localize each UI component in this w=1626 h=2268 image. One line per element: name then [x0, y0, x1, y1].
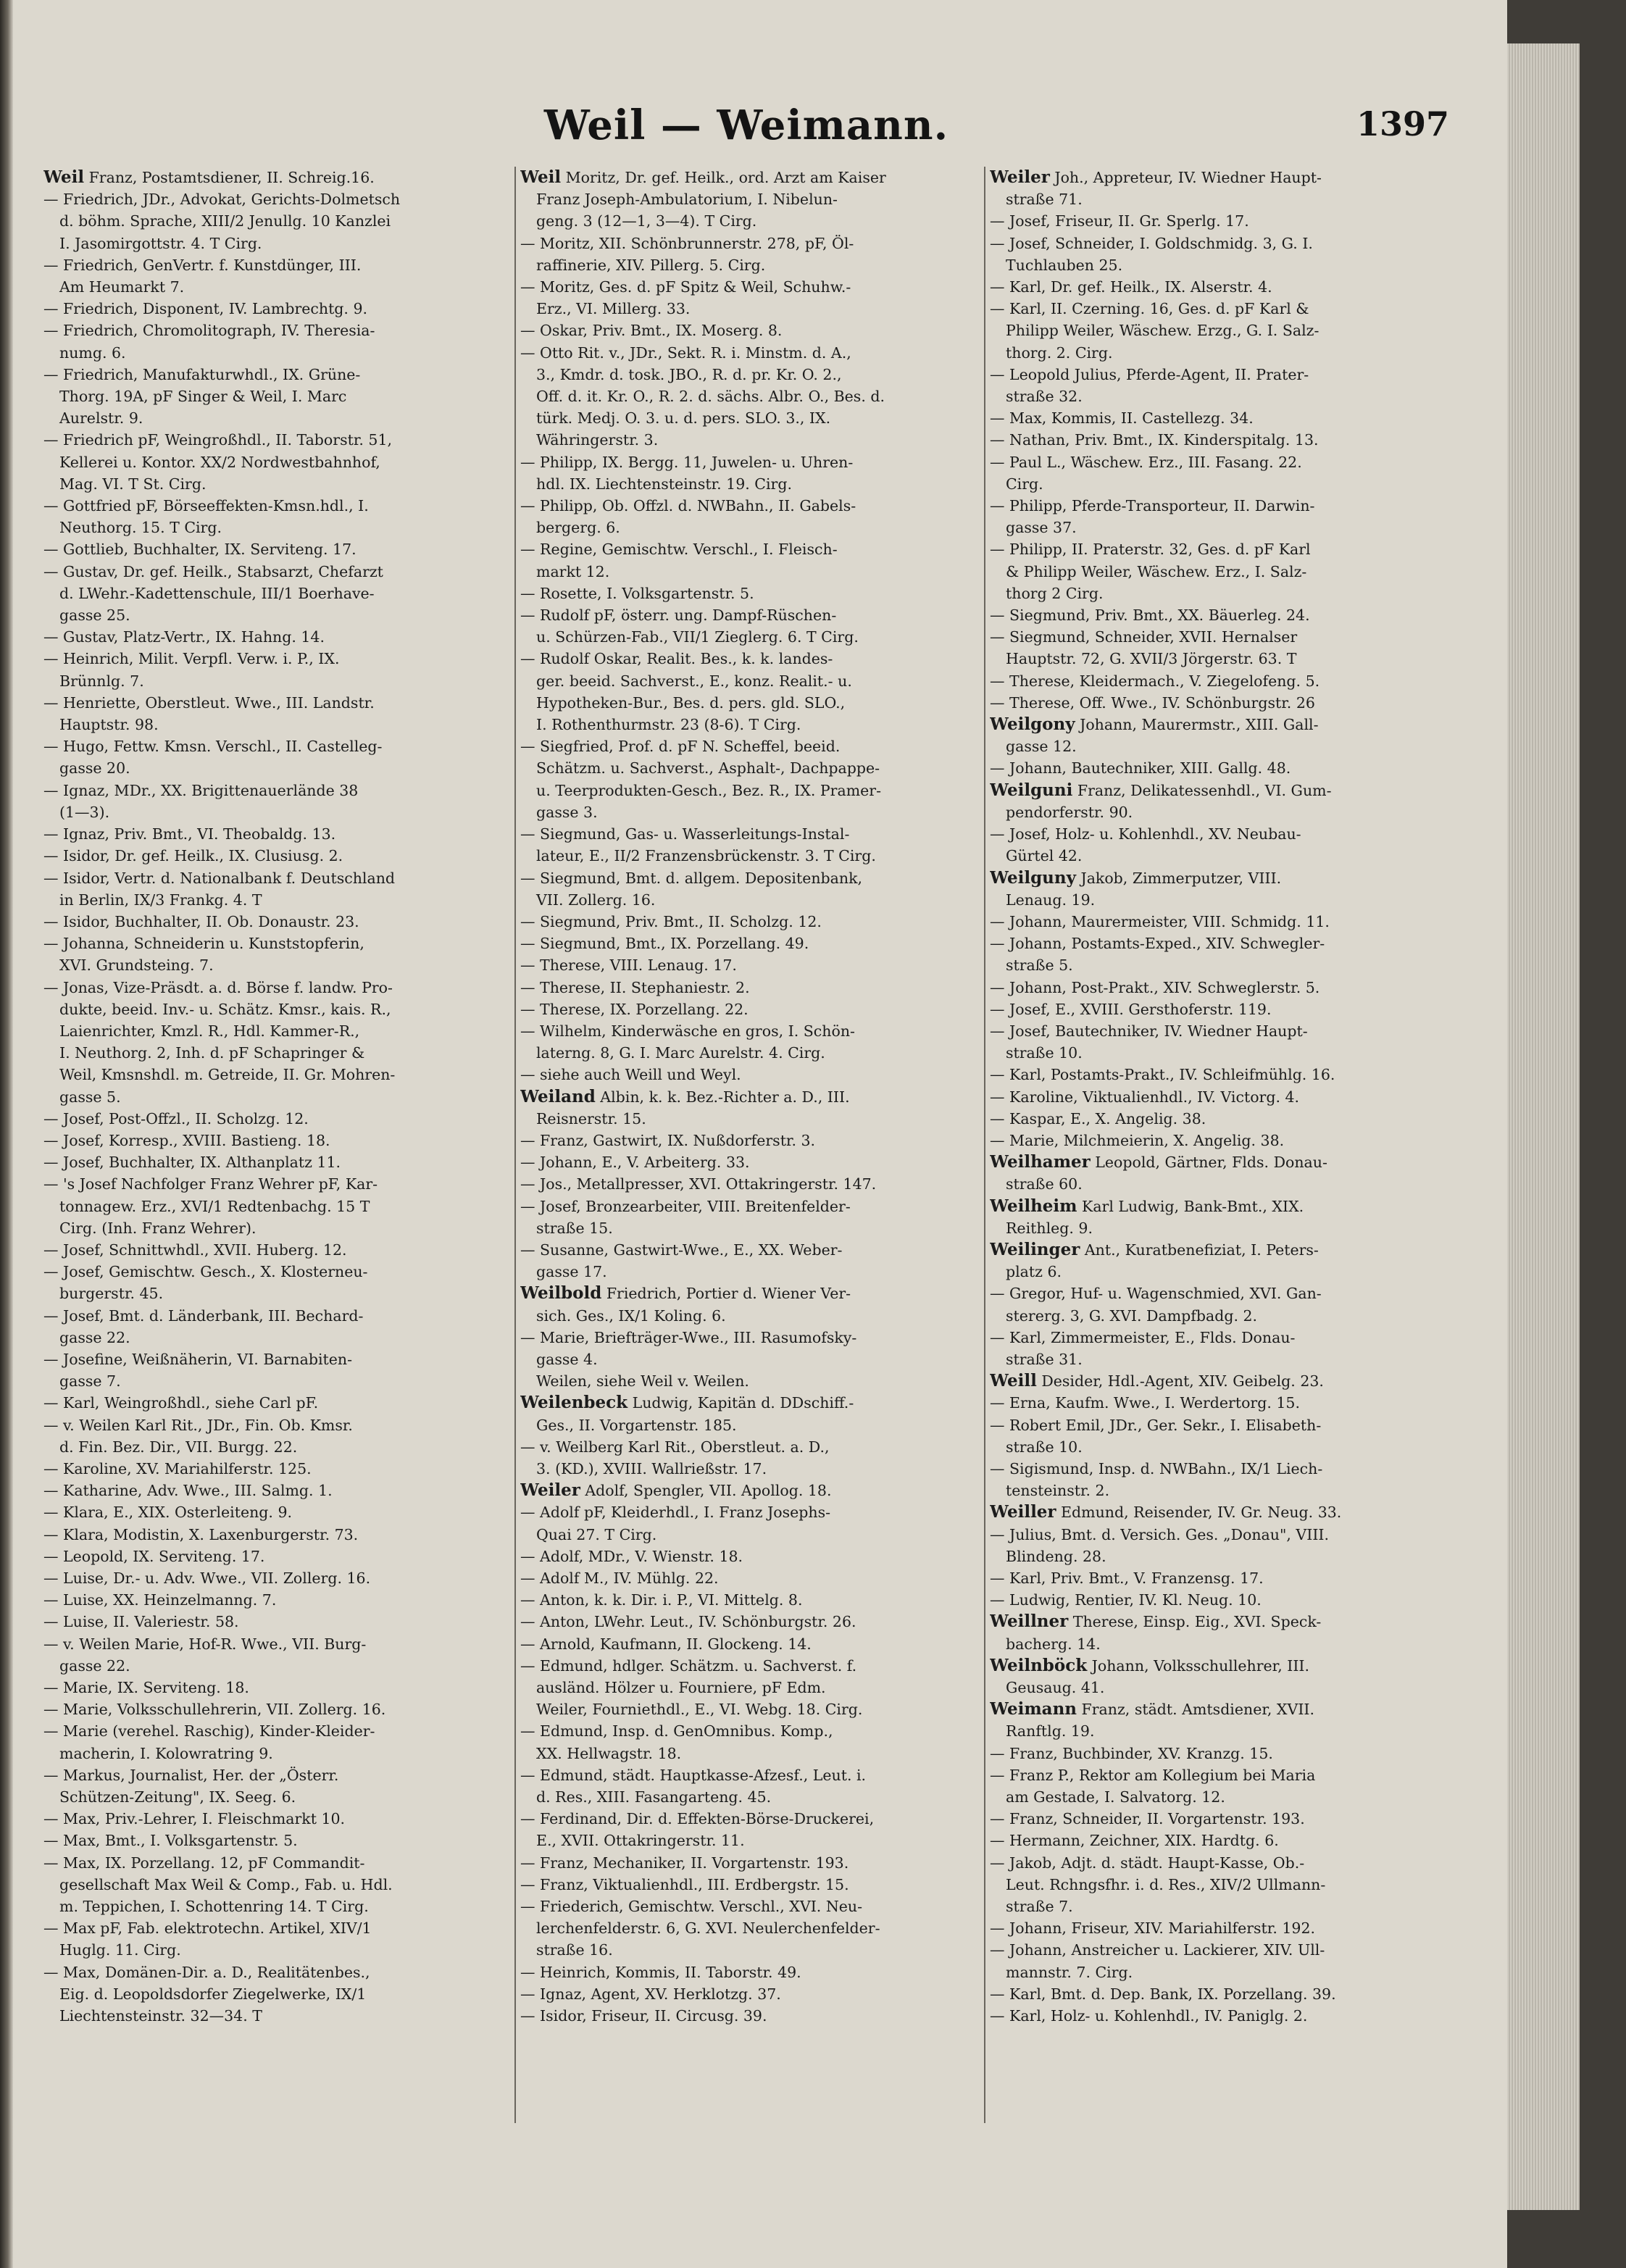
directory-line: Tuchlauben 25. — [1006, 256, 1123, 274]
directory-line: — Max pF, Fab. elektrotechn. Artikel, XIV/1 — [43, 1919, 372, 1938]
directory-line: — Philipp, II. Praterstr. 32, Ges. d. pF Karl — [990, 541, 1311, 559]
directory-line: — Therese, IX. Porzellang. 22. — [520, 1000, 749, 1018]
directory-line: Mag. VI. T St. Cirg. — [59, 475, 207, 493]
directory-line: straße 5. — [1006, 956, 1073, 975]
directory-line: straße 71. — [1006, 191, 1083, 209]
directory-line: — Ferdinand, Dir. d. Effekten-Börse-Druckerei, — [520, 1810, 875, 1828]
directory-line: — Franz, Gastwirt, IX. Nußdorferstr. 3. — [520, 1131, 816, 1149]
directory-line: Weiller Edmund, Reisender, IV. Gr. Neug. 33. — [990, 1502, 1342, 1522]
directory-line: Brünnlg. 7. — [59, 672, 144, 690]
directory-line: — Marie (verehel. Raschig), Kinder-Kleider- — [43, 1722, 375, 1740]
directory-line: laterng. 8, G. I. Marc Aurelstr. 4. Cirg. — [536, 1044, 825, 1062]
directory-line: Schützen-Zeitung", IX. Seeg. 6. — [59, 1788, 296, 1806]
headword: Weilinger — [990, 1239, 1080, 1259]
directory-line: — Siegmund, Bmt., IX. Porzellang. 49. — [520, 935, 809, 953]
directory-line: — Isidor, Buchhalter, II. Ob. Donaustr. 23. — [43, 912, 359, 930]
directory-line: — Johann, Postamts-Exped., XIV. Schwegler- — [990, 935, 1325, 953]
directory-line: tonnagew. Erz., XVI/1 Redtenbachg. 15 T — [59, 1197, 370, 1215]
directory-line: — Josef, Buchhalter, IX. Althanplatz 11. — [43, 1154, 341, 1172]
directory-line: — Hermann, Zeichner, XIX. Hardtg. 6. — [990, 1832, 1279, 1850]
directory-line: — Luise, Dr.- u. Adv. Wwe., VII. Zollerg. 16. — [43, 1569, 371, 1587]
directory-line: — Jonas, Vize-Präsdt. a. d. Börse f. landw. Pro- — [43, 978, 393, 996]
directory-line: — Friedrich, Manufakturwhdl., IX. Grüne- — [43, 365, 361, 383]
headword: Weimann — [990, 1699, 1077, 1719]
directory-line: XVI. Grundsteing. 7. — [59, 956, 214, 975]
directory-line: markt 12. — [536, 562, 610, 580]
directory-line: — Franz, Mechaniker, II. Vorgartenstr. 193. — [520, 1854, 849, 1872]
directory-line: Weil, Kmsnshdl. m. Getreide, II. Gr. Mohren- — [59, 1066, 396, 1084]
directory-line: am Gestade, I. Salvatorg. 12. — [1006, 1788, 1225, 1806]
directory-line: — Isidor, Vertr. d. Nationalbank f. Deutschland — [43, 869, 396, 887]
directory-line: E., XVII. Ottakringerstr. 11. — [536, 1832, 745, 1850]
directory-line: — Oskar, Priv. Bmt., IX. Moserg. 8. — [520, 322, 783, 340]
directory-line: — Klara, E., XIX. Osterleiteng. 9. — [43, 1504, 293, 1522]
directory-line: — Josefine, Weißnäherin, VI. Barnabiten- — [43, 1350, 353, 1368]
directory-line: — Moritz, XII. Schönbrunnerstr. 278, pF, Öl- — [520, 234, 854, 252]
directory-line: Cirg. — [1006, 475, 1043, 493]
directory-line: mannstr. 7. Cirg. — [1006, 1963, 1133, 1981]
directory-line: — Josef, Holz- u. Kohlenhdl., XV. Neubau- — [990, 825, 1301, 843]
directory-line: — Adolf M., IV. Mühlg. 22. — [520, 1569, 719, 1587]
directory-line: macherin, I. Kolowratring 9. — [59, 1744, 273, 1762]
directory-line: (1—3). — [59, 803, 110, 821]
headword: Weilguni — [990, 780, 1073, 800]
directory-line: — Gregor, Huf- u. Wagenschmied, XVI. Gan- — [990, 1285, 1322, 1303]
headword: Weilhamer — [990, 1152, 1091, 1172]
directory-line: — Therese, Kleidermach., V. Ziegelofeng. 5. — [990, 672, 1320, 690]
directory-line: — Karl, Zimmermeister, E., Flds. Donau- — [990, 1328, 1296, 1346]
directory-line: — Nathan, Priv. Bmt., IX. Kinderspitalg. 13. — [990, 431, 1319, 449]
directory-line: thorg 2 Cirg. — [1006, 584, 1104, 602]
directory-line: in Berlin, IX/3 Frankg. 4. T — [59, 891, 262, 909]
directory-line: — Karoline, Viktualienhdl., IV. Victorg. 4. — [990, 1088, 1300, 1106]
directory-line: Quai 27. T Cirg. — [536, 1525, 657, 1543]
page-header — [43, 101, 1449, 159]
directory-line: hdl. IX. Liechtensteinstr. 19. Cirg. — [536, 475, 792, 493]
directory-line: gasse 7. — [59, 1372, 121, 1391]
directory-line: — Karl, Priv. Bmt., V. Franzensg. 17. — [990, 1569, 1264, 1587]
directory-line: straße 7. — [1006, 1898, 1073, 1916]
directory-line: Lenaug. 19. — [1006, 891, 1096, 909]
directory-line: Off. d. it. Kr. O., R. 2. d. sächs. Albr. O., Bes. d. — [536, 388, 885, 406]
directory-line: — Paul L., Wäschew. Erz., III. Fasang. 22. — [990, 453, 1302, 471]
directory-line: — Anton, LWehr. Leut., IV. Schönburgstr. 26. — [520, 1613, 856, 1631]
headword: Weiler — [520, 1480, 580, 1501]
directory-line: — Marie, Briefträger-Wwe., III. Rasumofsky- — [520, 1328, 857, 1346]
directory-line: geng. 3 (12—1, 3—4). T Cirg. — [536, 212, 757, 230]
directory-line: Währingerstr. 3. — [536, 431, 659, 449]
directory-line: gasse 20. — [59, 759, 130, 777]
directory-line: — Karl, Weingroßhdl., siehe Carl pF. — [43, 1394, 319, 1412]
directory-line: — Karl, Holz- u. Kohlenhdl., IV. Paniglg. 2. — [990, 2007, 1308, 2025]
directory-line: — Gottfried pF, Börseeffekten-Kmsn.hdl., I. — [43, 497, 369, 515]
directory-line: I. Rothenthurmstr. 23 (8-6). T Cirg. — [536, 716, 801, 734]
directory-line: — Franz, Viktualienhdl., III. Erdbergstr. 15. — [520, 1875, 849, 1893]
directory-line: — Adolf, MDr., V. Wienstr. 18. — [520, 1547, 743, 1565]
directory-line: — Therese, VIII. Lenaug. 17. — [520, 956, 737, 975]
headword: Weillner — [990, 1612, 1069, 1632]
directory-line: — Gottlieb, Buchhalter, IX. Serviteng. 17. — [43, 541, 357, 559]
directory-line: — Josef, Friseur, II. Gr. Sperlg. 17. — [990, 212, 1249, 230]
directory-line: — Therese, Off. Wwe., IV. Schönburgstr. 26 — [990, 693, 1315, 712]
directory-line: — v. Weilen Marie, Hof-R. Wwe., VII. Burg- — [43, 1635, 367, 1653]
directory-line: — Johanna, Schneiderin u. Kunststopferin, — [43, 935, 364, 953]
directory-line: — Franz, Buchbinder, XV. Kranzg. 15. — [990, 1744, 1273, 1762]
directory-line: Schätzm. u. Sachverst., Asphalt-, Dachpappe- — [536, 759, 880, 777]
directory-line: — Katharine, Adv. Wwe., III. Salmg. 1. — [43, 1482, 333, 1500]
page-number: 1397 — [1356, 104, 1449, 143]
directory-line: — Arnold, Kaufmann, II. Glockeng. 14. — [520, 1635, 812, 1653]
directory-line: — Josef, Post-Offzl., II. Scholzg. 12. — [43, 1109, 309, 1127]
directory-line: — Friedrich, Chromolitograph, IV. Theresia- — [43, 322, 375, 340]
directory-line: — Ignaz, Priv. Bmt., VI. Theobaldg. 13. — [43, 825, 336, 843]
column-middle — [520, 167, 984, 2027]
directory-line: Am Heumarkt 7. — [59, 278, 185, 296]
directory-line: — Siegmund, Priv. Bmt., XX. Bäuerleg. 24. — [990, 606, 1310, 625]
directory-line: straße 60. — [1006, 1175, 1083, 1193]
directory-line: Weilgony Johann, Maurermstr., XIII. Gall- — [990, 714, 1319, 735]
directory-line: — Hugo, Fettw. Kmsn. Verschl., II. Castelleg- — [43, 738, 383, 756]
directory-line: — Anton, k. k. Dir. i. P., VI. Mittelg. 8. — [520, 1591, 803, 1609]
directory-line: Eig. d. Leopoldsdorfer Ziegelwerke, IX/1 — [59, 1985, 367, 2003]
directory-line: Weilheim Karl Ludwig, Bank-Bmt., XIX. — [990, 1196, 1304, 1216]
directory-line: — Edmund, städt. Hauptkasse-Afzesf., Leut. i. — [520, 1766, 867, 1784]
directory-line: Weilguny Jakob, Zimmerputzer, VIII. — [990, 867, 1282, 888]
directory-line: — Luise, II. Valeriestr. 58. — [43, 1613, 239, 1631]
directory-line: — Josef, Bmt. d. Länderbank, III. Bechard- — [43, 1306, 364, 1325]
directory-line: — Josef, E., XVIII. Gersthoferstr. 119. — [990, 1000, 1272, 1018]
directory-line: Weil Moritz, Dr. gef. Heilk., ord. Arzt am Kaiser — [520, 167, 886, 187]
directory-line: — Josef, Bronzearbeiter, VIII. Breitenfelder- — [520, 1197, 851, 1215]
column-divider — [984, 167, 985, 2123]
directory-line: — Karoline, XV. Mariahilferstr. 125. — [43, 1459, 312, 1477]
directory-line: bergerg. 6. — [536, 519, 620, 537]
directory-line: — Philipp, Pferde-Transporteur, II. Darwin- — [990, 497, 1315, 515]
running-title: Weil — Weimann. — [543, 101, 949, 149]
directory-line: Weilenbeck Ludwig, Kapitän d. DDschiff.- — [520, 1393, 854, 1413]
directory-line: Leut. Rchngsfhr. i. d. Res., XIV/2 Ullmann- — [1006, 1875, 1326, 1893]
directory-line: burgerstr. 45. — [59, 1285, 164, 1303]
directory-line: sich. Ges., IX/1 Koling. 6. — [536, 1306, 726, 1325]
directory-line: — Klara, Modistin, X. Laxenburgerstr. 73. — [43, 1525, 359, 1543]
directory-line: gasse 25. — [59, 606, 130, 625]
directory-line: m. Teppichen, I. Schottenring 14. T Cirg. — [59, 1898, 369, 1916]
directory-line: — Johann, Post-Prakt., XIV. Schweglerstr. 5. — [990, 978, 1320, 996]
directory-line: ger. beeid. Sachverst., E., konz. Realit.- u. — [536, 672, 852, 690]
directory-line: Aurelstr. 9. — [59, 409, 143, 428]
directory-line: Franz Joseph-Ambulatorium, I. Nibelun- — [536, 191, 838, 209]
directory-line: Geusaug. 41. — [1006, 1679, 1105, 1697]
directory-line: — Marie, Volksschullehrerin, VII. Zollerg. 16. — [43, 1701, 386, 1719]
directory-line: Laienrichter, Kmzl. R., Hdl. Kammer-R., — [59, 1022, 360, 1040]
directory-line: — Regine, Gemischtw. Verschl., I. Fleisch- — [520, 541, 838, 559]
directory-line: — Johann, E., V. Arbeiterg. 33. — [520, 1154, 750, 1172]
directory-line: Weilen, siehe Weil v. Weilen. — [536, 1372, 749, 1391]
directory-line: Ranftlg. 19. — [1006, 1722, 1095, 1740]
directory-line: Philipp Weiler, Wäschew. Erzg., G. I. Salz- — [1006, 322, 1319, 340]
directory-line: d. Fin. Bez. Dir., VII. Burgg. 22. — [59, 1438, 298, 1456]
directory-line: VII. Zollerg. 16. — [536, 891, 656, 909]
directory-line: türk. Medj. O. 3. u. d. pers. SLO. 3., IX. — [536, 409, 831, 428]
headword: Weilenbeck — [520, 1393, 628, 1413]
directory-line: — Rosette, I. Volksgartenstr. 5. — [520, 584, 754, 602]
directory-line: 3. (KD.), XVIII. Wallrießstr. 17. — [536, 1459, 767, 1477]
directory-line: — Franz P., Rektor am Kollegium bei Maria — [990, 1766, 1316, 1784]
directory-line: Blindeng. 28. — [1006, 1547, 1106, 1565]
directory-line: lerchenfelderstr. 6, G. XVI. Neulerchenfelder- — [536, 1919, 880, 1938]
directory-line: bacherg. 14. — [1006, 1635, 1101, 1653]
directory-line: ausländ. Hölzer u. Fourniere, pF Edm. — [536, 1679, 826, 1697]
headword: Weilbold — [520, 1283, 602, 1304]
column-divider — [514, 167, 516, 2123]
directory-line: — Siegmund, Bmt. d. allgem. Depositenbank, — [520, 869, 863, 887]
directory-line: — Friedrich pF, Weingroßhdl., II. Taborstr. 51, — [43, 431, 393, 449]
directory-line: — Luise, XX. Heinzelmanng. 7. — [43, 1591, 277, 1609]
directory-line: Weilhamer Leopold, Gärtner, Flds. Donau- — [990, 1152, 1327, 1172]
directory-line: — Isidor, Dr. gef. Heilk., IX. Clusiusg. 2. — [43, 847, 343, 865]
directory-line: — Rudolf Oskar, Realit. Bes., k. k. landes- — [520, 650, 833, 668]
directory-line: u. Schürzen-Fab., VII/1 Zieglerg. 6. T Cirg. — [536, 628, 859, 646]
headword: Weiland — [520, 1086, 596, 1106]
headword: Weil — [43, 167, 85, 187]
directory-line: — Josef, Schneider, I. Goldschmidg. 3, G. I. — [990, 234, 1313, 252]
directory-line: — Josef, Bautechniker, IV. Wiedner Haupt- — [990, 1022, 1308, 1040]
directory-line: — siehe auch Weill und Weyl. — [520, 1066, 741, 1084]
directory-line: — Gustav, Dr. gef. Heilk., Stabsarzt, Chefarzt — [43, 562, 383, 580]
directory-line: Thorg. 19A, pF Singer & Weil, I. Marc — [59, 388, 347, 406]
directory-line: Neuthorg. 15. T Cirg. — [59, 519, 222, 537]
directory-line: gasse 5. — [59, 1088, 121, 1106]
directory-line: Weiland Albin, k. k. Bez.-Richter a. D., III. — [520, 1086, 850, 1106]
directory-line: — Max, Priv.-Lehrer, I. Fleischmarkt 10. — [43, 1810, 346, 1828]
directory-line: — Heinrich, Kommis, II. Taborstr. 49. — [520, 1963, 801, 1981]
directory-line: — Josef, Gemischtw. Gesch., X. Klosterneu- — [43, 1263, 368, 1281]
directory-line: pendorferstr. 90. — [1006, 803, 1133, 821]
directory-line: — Rudolf pF, österr. ung. Dampf-Rüschen- — [520, 606, 837, 625]
directory-line: Hauptstr. 72, G. XVII/3 Jörgerstr. 63. T — [1006, 650, 1297, 668]
headword: Weilnböck — [990, 1655, 1088, 1675]
directory-line: lateur, E., II/2 Franzensbrückenstr. 3. T Cirg. — [536, 847, 876, 865]
directory-line: Weiler Adolf, Spengler, VII. Apollog. 18. — [520, 1480, 832, 1501]
directory-line: — Edmund, Insp. d. GenOmnibus. Komp., — [520, 1722, 833, 1740]
directory-line: — Karl, Bmt. d. Dep. Bank, IX. Porzellang. 39. — [990, 1985, 1336, 2003]
directory-line: — Kaspar, E., X. Angelig. 38. — [990, 1109, 1206, 1127]
directory-line: — Max, IX. Porzellang. 12, pF Commandit- — [43, 1854, 365, 1872]
directory-line: straße 10. — [1006, 1438, 1083, 1456]
directory-line: straße 16. — [536, 1941, 613, 1959]
directory-line: — Ludwig, Rentier, IV. Kl. Neug. 10. — [990, 1591, 1262, 1609]
headword: Weilguny — [990, 867, 1076, 888]
directory-line: stererg. 3, G. XVI. Dampfbadg. 2. — [1006, 1306, 1258, 1325]
directory-line: — Philipp, IX. Bergg. 11, Juwelen- u. Uhren- — [520, 453, 854, 471]
headword: Weiller — [990, 1502, 1056, 1522]
directory-line: gesellschaft Max Weil & Comp., Fab. u. Hdl. — [59, 1875, 393, 1893]
directory-line: d. böhm. Sprache, XIII/2 Jenullg. 10 Kanzlei — [59, 212, 391, 230]
directory-line: Liechtensteinstr. 32—34. T — [59, 2007, 262, 2025]
directory-line: u. Teerprodukten-Gesch., Bez. R., IX. Pramer- — [536, 781, 882, 799]
directory-line: — Ignaz, Agent, XV. Herklotzg. 37. — [520, 1985, 781, 2003]
directory-line: — Ignaz, MDr., XX. Brigittenauerlände 38 — [43, 781, 359, 799]
directory-line: — Gustav, Platz-Vertr., IX. Hahng. 14. — [43, 628, 325, 646]
directory-line: gasse 22. — [59, 1656, 130, 1675]
directory-line: Weilbold Friedrich, Portier d. Wiener Ver- — [520, 1283, 851, 1304]
headword: Weiler — [990, 167, 1050, 187]
directory-line: — Friederich, Gemischtw. Verschl., XVI. Neu- — [520, 1898, 863, 1916]
directory-line: 3., Kmdr. d. tosk. JBO., R. d. pr. Kr. O. 2., — [536, 365, 842, 383]
directory-line: — Max, Bmt., I. Volksgartenstr. 5. — [43, 1832, 298, 1850]
directory-line: — Otto Rit. v., JDr., Sekt. R. i. Minstm. d. A., — [520, 343, 851, 362]
directory-line: straße 15. — [536, 1219, 613, 1237]
page-stack-edge — [1507, 43, 1580, 2210]
directory-line: — Isidor, Friseur, II. Circusg. 39. — [520, 2007, 767, 2025]
directory-line: Weilnböck Johann, Volksschullehrer, III. — [990, 1655, 1310, 1675]
directory-line: Gürtel 42. — [1006, 847, 1083, 865]
directory-line: — Johann, Anstreicher u. Lackierer, XIV. Ull- — [990, 1941, 1325, 1959]
directory-line: Hypotheken-Bur., Bes. d. pers. gld. SLO., — [536, 693, 846, 712]
directory-line: — Marie, IX. Serviteng. 18. — [43, 1679, 249, 1697]
directory-line: dukte, beeid. Inv.- u. Schätz. Kmsr., kais. R., — [59, 1000, 391, 1018]
directory-line: — Wilhelm, Kinderwäsche en gros, I. Schön- — [520, 1022, 855, 1040]
directory-line: — Jos., Metallpresser, XVI. Ottakringerstr. 147. — [520, 1175, 877, 1193]
directory-line: — Moritz, Ges. d. pF Spitz & Weil, Schuhw.- — [520, 278, 851, 296]
directory-line: — Julius, Bmt. d. Versich. Ges. „Donau", VIII. — [990, 1525, 1330, 1543]
directory-line: tensteinstr. 2. — [1006, 1482, 1110, 1500]
directory-line: Hauptstr. 98. — [59, 716, 159, 734]
directory-line: Reithleg. 9. — [1006, 1219, 1093, 1237]
directory-line: — Max, Kommis, II. Castellezg. 34. — [990, 409, 1254, 428]
directory-line: — v. Weilberg Karl Rit., Oberstleut. a. D., — [520, 1438, 830, 1456]
directory-line: straße 32. — [1006, 388, 1083, 406]
directory-line: gasse 4. — [536, 1350, 598, 1368]
headword: Weilheim — [990, 1196, 1077, 1216]
directory-line: d. LWehr.-Kadettenschule, III/1 Boerhave- — [59, 584, 375, 602]
directory-line: — Robert Emil, JDr., Ger. Sekr., I. Elisabeth- — [990, 1416, 1322, 1434]
directory-line: — Friedrich, Disponent, IV. Lambrechtg. 9. — [43, 300, 368, 318]
directory-line: thorg. 2. Cirg. — [1006, 343, 1113, 362]
directory-line: Weiler Joh., Appreteur, IV. Wiedner Haupt- — [990, 167, 1322, 187]
directory-line: — Susanne, Gastwirt-Wwe., E., XX. Weber- — [520, 1241, 843, 1259]
directory-line: Weilinger Ant., Kuratbenefiziat, I. Peters- — [990, 1239, 1319, 1259]
directory-line: — Marie, Milchmeierin, X. Angelig. 38. — [990, 1131, 1285, 1149]
directory-line: Weillner Therese, Einsp. Eig., XVI. Speck- — [990, 1612, 1322, 1632]
directory-line: — Erna, Kaufm. Wwe., I. Werdertorg. 15. — [990, 1394, 1300, 1412]
directory-line: gasse 12. — [1006, 738, 1077, 756]
directory-line: — Edmund, hdlger. Schätzm. u. Sachverst. f. — [520, 1656, 857, 1675]
book-spine — [0, 0, 13, 2268]
directory-line: — Henriette, Oberstleut. Wwe., III. Landstr. — [43, 693, 375, 712]
directory-line: — Franz, Schneider, II. Vorgartenstr. 193. — [990, 1810, 1305, 1828]
directory-line: Weilguni Franz, Delikatessenhdl., VI. Gum- — [990, 780, 1332, 800]
directory-line: — Johann, Friseur, XIV. Mariahilferstr. 192. — [990, 1919, 1316, 1938]
directory-line: Huglg. 11. Cirg. — [59, 1941, 181, 1959]
directory-line: — Jakob, Adjt. d. städt. Haupt-Kasse, Ob.- — [990, 1854, 1305, 1872]
directory-line: gasse 37. — [1006, 519, 1077, 537]
directory-line: — Adolf pF, Kleiderhdl., I. Franz Josephs- — [520, 1504, 831, 1522]
directory-line: Weimann Franz, städt. Amtsdiener, XVII. — [990, 1699, 1315, 1719]
directory-line: Weiler, Fourniethdl., E., VI. Webg. 18. Cirg. — [536, 1701, 863, 1719]
directory-line: — Siegmund, Gas- u. Wasserleitungs-Instal- — [520, 825, 850, 843]
column-right — [990, 167, 1454, 2027]
directory-line: — Sigismund, Insp. d. NWBahn., IX/1 Liech- — [990, 1459, 1323, 1477]
directory-line: platz 6. — [1006, 1263, 1062, 1281]
column-left — [43, 167, 507, 2027]
directory-line: Weill Desider, Hdl.-Agent, XIV. Geibelg. 23. — [990, 1371, 1324, 1391]
directory-line: — Friedrich, JDr., Advokat, Gerichts-Dolmetsch — [43, 191, 401, 209]
directory-line: Reisnerstr. 15. — [536, 1109, 646, 1127]
directory-line: — Markus, Journalist, Her. der „Österr. — [43, 1766, 339, 1784]
directory-line: — 's Josef Nachfolger Franz Wehrer pF, Kar- — [43, 1175, 378, 1193]
directory-line: — Josef, Schnittwhdl., XVII. Huberg. 12. — [43, 1241, 347, 1259]
directory-line: — Leopold, IX. Serviteng. 17. — [43, 1547, 265, 1565]
directory-line: — Johann, Bautechniker, XIII. Gallg. 48. — [990, 759, 1291, 777]
directory-line: gasse 22. — [59, 1328, 130, 1346]
directory-line: & Philipp Weiler, Wäschew. Erz., I. Salz- — [1006, 562, 1307, 580]
directory-line: Kellerei u. Kontor. XX/2 Nordwestbahnhof, — [59, 453, 380, 471]
directory-line: Ges., II. Vorgartenstr. 185. — [536, 1416, 737, 1434]
directory-line: I. Jasomirgottstr. 4. T Cirg. — [59, 234, 262, 252]
directory-line: — Josef, Korresp., XVIII. Bastieng. 18. — [43, 1131, 330, 1149]
directory-line: numg. 6. — [59, 343, 126, 362]
directory-line: — Heinrich, Milit. Verpfl. Verw. i. P., IX. — [43, 650, 340, 668]
directory-line: I. Neuthorg. 2, Inh. d. pF Schapringer & — [59, 1044, 365, 1062]
directory-line: — Siegmund, Schneider, XVII. Hernalser — [990, 628, 1298, 646]
directory-line: — Siegfried, Prof. d. pF N. Scheffel, beeid. — [520, 738, 841, 756]
directory-line: — Karl, Dr. gef. Heilk., IX. Alserstr. 4. — [990, 278, 1272, 296]
directory-line: — Siegmund, Priv. Bmt., II. Scholzg. 12. — [520, 912, 822, 930]
directory-line: straße 31. — [1006, 1350, 1083, 1368]
directory-line: gasse 3. — [536, 803, 598, 821]
directory-line: raffinerie, XIV. Pillerg. 5. Cirg. — [536, 256, 766, 274]
directory-line: — Karl, Postamts-Prakt., IV. Schleifmühlg. 16. — [990, 1066, 1335, 1084]
directory-line: — Leopold Julius, Pferde-Agent, II. Prater- — [990, 365, 1309, 383]
directory-line: gasse 17. — [536, 1263, 607, 1281]
directory-line: — Therese, II. Stephaniestr. 2. — [520, 978, 750, 996]
directory-line: — Philipp, Ob. Offzl. d. NWBahn., II. Gabels- — [520, 497, 856, 515]
headword: Weil — [520, 167, 562, 187]
headword: Weilgony — [990, 714, 1075, 735]
directory-line: XX. Hellwagstr. 18. — [536, 1744, 682, 1762]
directory-line: — Friedrich, GenVertr. f. Kunstdünger, III. — [43, 256, 362, 274]
directory-line: d. Res., XIII. Fasangarteng. 45. — [536, 1788, 772, 1806]
directory-line: Erz., VI. Millerg. 33. — [536, 300, 691, 318]
directory-line: — Johann, Maurermeister, VIII. Schmidg. 11. — [990, 912, 1330, 930]
directory-line: — Max, Domänen-Dir. a. D., Realitätenbes., — [43, 1963, 370, 1981]
directory-line: — Karl, II. Czerning. 16, Ges. d. pF Karl & — [990, 300, 1309, 318]
directory-line: Cirg. (Inh. Franz Wehrer). — [59, 1219, 257, 1237]
directory-line: straße 10. — [1006, 1044, 1083, 1062]
directory-line: Weil Franz, Postamtsdiener, II. Schreig.16. — [43, 167, 375, 187]
directory-line: — v. Weilen Karl Rit., JDr., Fin. Ob. Kmsr. — [43, 1416, 353, 1434]
headword: Weill — [990, 1371, 1037, 1391]
